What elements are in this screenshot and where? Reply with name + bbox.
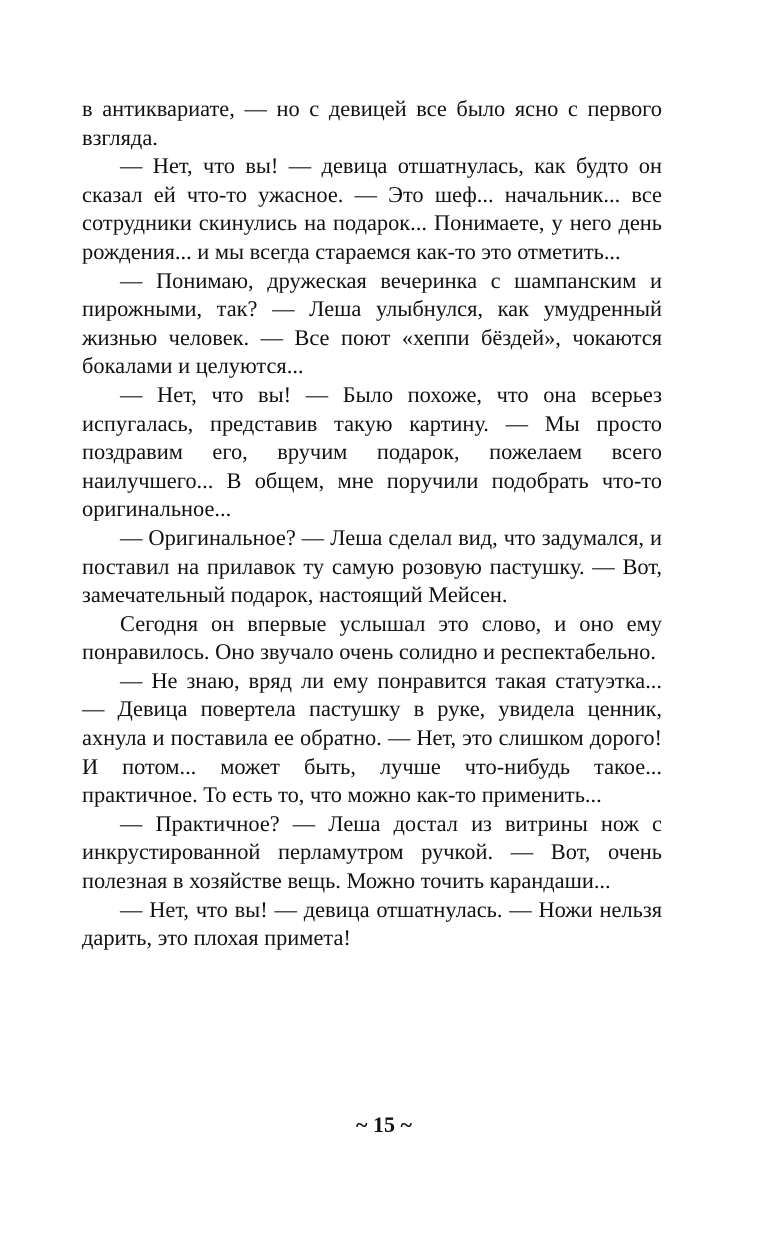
paragraph-9: — Нет, что вы! — девица отшатнулась. — Ножи нельзя дарить, это плохая примета!	[82, 896, 662, 951]
paragraph-4: — Нет, что вы! — Было похоже, что она всерьез испугалась, представив такую картину. — Мы просто поздравим его, вручим подарок, пожелаем всего наилучшего... В общем, мне поручили подобрать что-то оригинальное...	[82, 381, 662, 522]
paragraph-3: — Понимаю, дружеская вечеринка с шампанским и пирожными, так? — Леша улыбнулся, как умудренный жизнью человек. — Все поют «хеппи бёздей», чокаются бокалами и целуются...	[82, 267, 662, 379]
paragraph-2: — Нет, что вы! — девица отшатнулась, как будто он сказал ей что-то ужасное. — Это шеф... начальник... все сотрудники скинулись на подарок... Понимаете, у него день рождения... и мы всегда стараемся как-то это отметить...	[82, 153, 662, 264]
page-body	[82, 95, 662, 953]
paragraph-8: — Практичное? — Леша достал из витрины нож с инкрустированной перламутром ручкой. — Вот, очень полезная в хозяйстве вещь. Можно точить карандаши...	[82, 810, 662, 894]
paragraph-6: Сегодня он впервые услышал это слово, и оно ему понравилось. Оно звучало очень солидно и респектабельно.	[82, 610, 662, 665]
paragraph-5: — Оригинальное? — Леша сделал вид, что задумался, и поставил на прилавок ту самую розовую пастушку. — Вот, замечательный подарок, настоящий Мейсен.	[82, 524, 662, 608]
page-number: ~ 15 ~	[356, 1112, 412, 1137]
paragraph-7: — Не знаю, вряд ли ему понравится такая статуэтка... — Девица повертела пастушку в руке, увидела ценник, ахнула и поставила ее обратно. — Нет, это слишком дорого! И потом... может быть, лучше что-нибудь такое... практичное. То есть то, что можно как-то применить...	[82, 667, 662, 808]
paragraph-1: в антиквариате, — но с девицей все было ясно с первого взгляда.	[82, 96, 662, 150]
